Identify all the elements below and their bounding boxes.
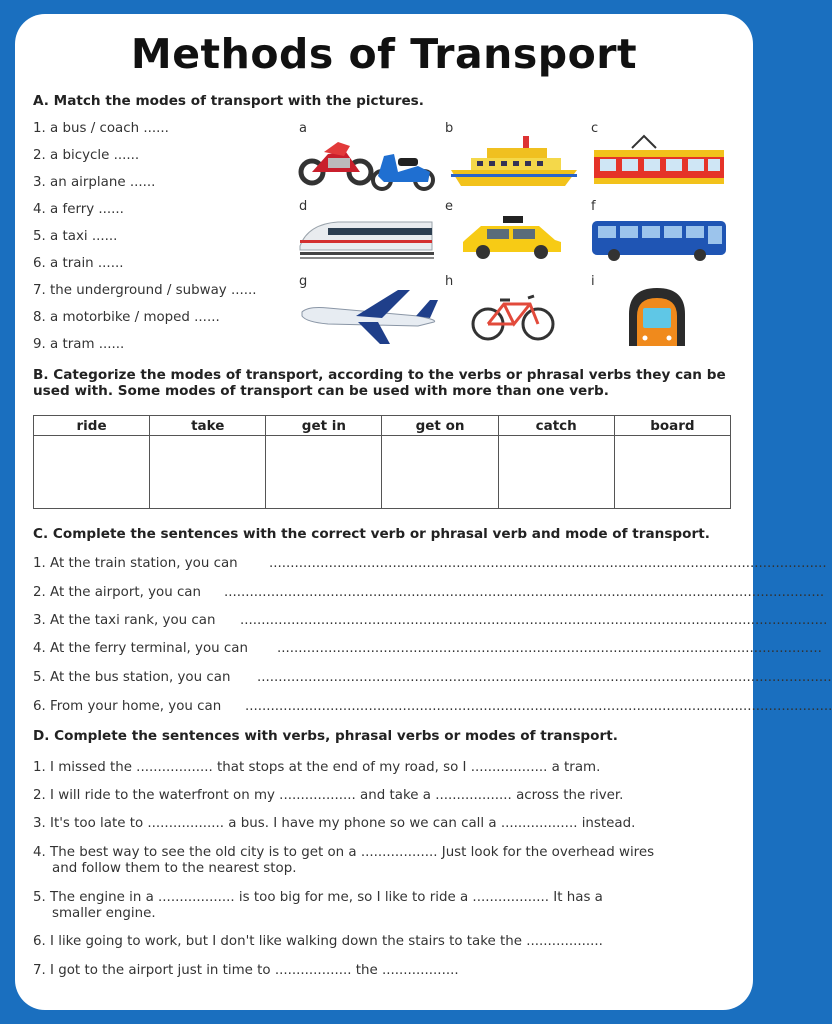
- train-icon: [298, 214, 436, 262]
- list-item: 1. a bus / coach ......: [33, 121, 169, 136]
- picture-label-i: i: [591, 274, 595, 289]
- picture-label-c: c: [591, 121, 599, 136]
- list-item: 6. a train ......: [33, 256, 124, 271]
- bicycle-icon: [470, 290, 556, 342]
- list-item: 9. a tram ......: [33, 337, 125, 352]
- picture-label-a: a: [299, 121, 307, 136]
- list-item: 2. a bicycle ......: [33, 148, 140, 163]
- tram-icon: [592, 134, 726, 190]
- picture-label-h: h: [445, 274, 454, 289]
- sentence: 2. I will ride to the waterfront on my .................. and take a .................. across the river.: [33, 788, 624, 803]
- sentence: 6. I like going to work, but I don't like walking down the stairs to take the ..................: [33, 934, 603, 949]
- column-header: ride: [34, 416, 150, 436]
- sentence-text: 5. At the bus station, you can: [33, 670, 231, 685]
- answer-cell[interactable]: [150, 436, 266, 509]
- sentence-text: 3. At the taxi rank, you can: [33, 613, 216, 628]
- list-item: 3. an airplane ......: [33, 175, 156, 190]
- sentence-text: 1. At the train station, you can: [33, 556, 238, 571]
- list-item: 8. a motorbike / moped ......: [33, 310, 220, 325]
- list-item: 7. the underground / subway ......: [33, 283, 257, 298]
- sentence: [33, 670, 230, 685]
- list-item: 5. a taxi ......: [33, 229, 118, 244]
- column-header: take: [150, 416, 266, 436]
- sentence: 1. I missed the .................. that stops at the end of my road, so I .................. a tram.: [33, 760, 601, 775]
- sentence: [33, 556, 238, 571]
- sentence-continuation: and follow them to the nearest stop.: [52, 861, 297, 876]
- list-item: 4. a ferry ......: [33, 202, 124, 217]
- sentence: 4. The best way to see the old city is to get on a .................. Just look for the overhead wires: [33, 845, 655, 860]
- bus-icon: [590, 219, 728, 263]
- sentence-text: 2. At the airport, you can: [33, 585, 202, 600]
- answer-cell[interactable]: [614, 436, 730, 509]
- section-d-heading: D. Complete the sentences with verbs, phrasal verbs or modes of transport.: [33, 728, 618, 744]
- section-c-heading: C. Complete the sentences with the correct verb or phrasal verb and mode of transport.: [33, 526, 710, 542]
- column-header: catch: [498, 416, 614, 436]
- section-b-heading: B. Categorize the modes of transport, according to the verbs or phrasal verbs they can be used with. Some modes of transport can be used with more than one verb.: [33, 367, 726, 399]
- underground-icon: [627, 286, 687, 348]
- picture-label-e: e: [445, 199, 453, 214]
- worksheet-sheet: [15, 14, 832, 1010]
- sentence-continuation: smaller engine.: [52, 906, 156, 921]
- answer-cell[interactable]: [266, 436, 382, 509]
- picture-label-g: g: [299, 274, 308, 289]
- table-row: [34, 436, 731, 509]
- taxi-icon: [459, 216, 565, 260]
- answer-cell[interactable]: [34, 436, 150, 509]
- categorize-table: [33, 415, 731, 509]
- column-header: get in: [266, 416, 382, 436]
- motorbike-scooter-icon: [298, 136, 438, 194]
- table-header-row: [34, 416, 731, 436]
- ferry-icon: [449, 134, 579, 190]
- section-a-heading: A. Match the modes of transport with the pictures.: [33, 93, 424, 109]
- answer-cell[interactable]: [498, 436, 614, 509]
- sentence-text: 6. From your home, you can: [33, 699, 222, 714]
- sentence: [33, 699, 221, 714]
- sentence: [33, 585, 201, 600]
- sentence-text: 4. At the ferry terminal, you can: [33, 641, 248, 656]
- answer-line[interactable]: .......................................................................................................................................: [257, 670, 832, 685]
- answer-line[interactable]: ..........................................................................................................................................: [245, 699, 832, 714]
- answer-line[interactable]: ...................................................................................................................................: [269, 556, 827, 571]
- answer-line[interactable]: .............................................................................................................................................: [224, 585, 825, 600]
- sentence: [33, 641, 248, 656]
- picture-label-d: d: [299, 199, 308, 214]
- sentence: 3. It's too late to .................. a bus. I have my phone so we can call a .................. instead.: [33, 816, 636, 831]
- sentence: 5. The engine in a .................. is too big for me, so I like to ride a .................. It has a: [33, 890, 603, 905]
- picture-label-f: f: [591, 199, 596, 214]
- page-title: Methods of Transport: [130, 30, 638, 78]
- sentence: [33, 613, 215, 628]
- airplane-icon: [298, 286, 442, 348]
- answer-line[interactable]: ................................................................................................................................: [277, 641, 822, 656]
- sentence: 7. I got to the airport just in time to .................. the ..................: [33, 963, 459, 978]
- column-header: get on: [382, 416, 498, 436]
- answer-line[interactable]: ..........................................................................................................................................: [240, 613, 828, 628]
- column-header: board: [614, 416, 730, 436]
- answer-cell[interactable]: [382, 436, 498, 509]
- picture-label-b: b: [445, 121, 454, 136]
